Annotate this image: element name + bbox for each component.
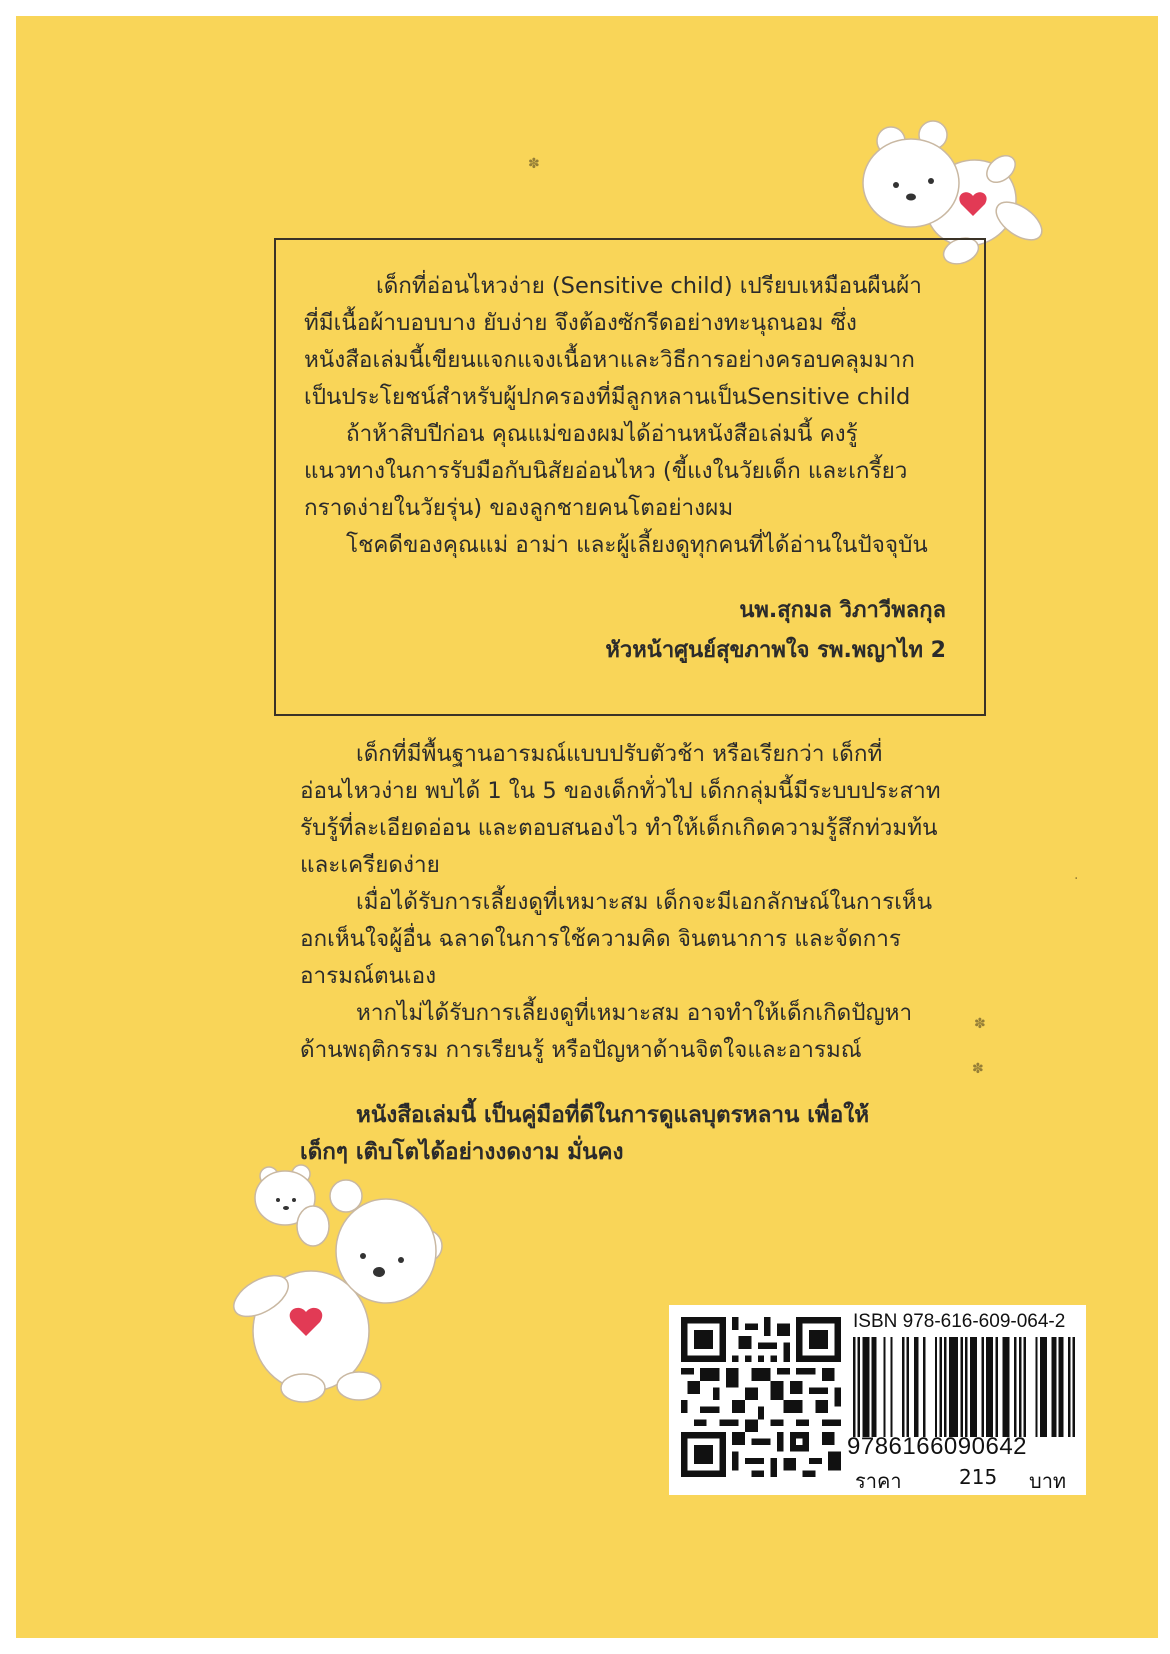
barcode-bar bbox=[986, 1337, 988, 1437]
barcode-digits: 9786166090642 bbox=[847, 1433, 1028, 1460]
barcode-bar bbox=[982, 1337, 984, 1437]
quote-line: ที่มีเนื้อผ้าบอบบาง ยับง่าย จึงต้องซักรีดอย่างทะนุถนอม ซึ่ง bbox=[304, 310, 857, 336]
barcode-bar bbox=[956, 1337, 958, 1437]
barcode-bar bbox=[1052, 1337, 1054, 1437]
quote-line: ถ้าห้าสิบปีก่อน คุณแม่ของผมได้อ่านหนังสือเล่มนี้ คงรู้ bbox=[346, 421, 858, 447]
quote-line: กราดง่ายในวัยรุ่น) ของลูกชายคนโตอย่างผม bbox=[304, 495, 734, 521]
barcode-bar bbox=[858, 1337, 860, 1437]
description-line: รับรู้ที่ละเอียดอ่อน และตอบสนองไว ทำให้เด็กเกิดความรู้สึกท่วมท้น bbox=[300, 815, 938, 841]
bear-illustration-bottom bbox=[221, 1156, 461, 1406]
description-line: อารมณ์ตนเอง bbox=[300, 963, 437, 989]
barcode-bar bbox=[1014, 1337, 1016, 1437]
description-line: อ่อนไหวง่าย พบได้ 1 ใน 5 ของเด็กทั่วไป เด็กกลุ่มนี้มีระบบประสาท bbox=[300, 778, 941, 804]
barcode-bar bbox=[1068, 1337, 1070, 1437]
barcode-bar bbox=[914, 1337, 916, 1437]
description-line: หากไม่ได้รับการเลี้ยงดูที่เหมาะสม อาจทำให้เด็กเกิดปัญหา bbox=[356, 1000, 913, 1026]
barcode-bar bbox=[965, 1337, 967, 1437]
barcode-bar bbox=[1061, 1337, 1063, 1437]
price-value: 215 bbox=[959, 1465, 998, 1489]
barcode-bar bbox=[953, 1337, 955, 1437]
barcode-bar bbox=[1003, 1337, 1005, 1437]
price-unit: บาท bbox=[1029, 1469, 1067, 1493]
price-label: ราคา bbox=[855, 1469, 902, 1493]
barcode-bar bbox=[949, 1337, 951, 1437]
barcode-bar bbox=[916, 1337, 918, 1437]
barcode-bar bbox=[972, 1337, 974, 1437]
barcode-bar bbox=[1024, 1337, 1026, 1437]
description-line: อกเห็นใจผู้อื่น ฉลาดในการใช้ความคิด จินตนาการ และจัดการ bbox=[300, 926, 901, 952]
quote-line: เด็กที่อ่อนไหวง่าย (Sensitive child) เปรียบเหมือนผืนผ้า bbox=[376, 273, 922, 299]
highlight-line: เด็กๆ เติบโตได้อย่างงดงาม มั่นคง bbox=[300, 1139, 624, 1165]
description-line: และเครียดง่าย bbox=[300, 852, 440, 878]
barcode-bar bbox=[989, 1337, 991, 1437]
barcode-bar bbox=[867, 1337, 869, 1437]
description-line: ด้านพฤติกรรม การเรียนรู้ หรือปัญหาด้านจิตใจและอารมณ์ bbox=[300, 1037, 862, 1063]
barcode-icon bbox=[853, 1337, 1075, 1437]
barcode-bar bbox=[939, 1337, 941, 1437]
barcode-bar bbox=[1007, 1337, 1009, 1437]
barcode-bar bbox=[1073, 1337, 1075, 1437]
quote-box bbox=[274, 238, 986, 716]
barcode-bar bbox=[1042, 1337, 1044, 1437]
barcode-bar bbox=[907, 1337, 909, 1437]
decorative-speck: ✽ bbox=[528, 156, 540, 172]
barcode-bar bbox=[890, 1337, 892, 1437]
quote-line: โชคดีของคุณแม่ อาม่า และผู้เลี้ยงดูทุกคนที่ได้อ่านในปัจจุบัน bbox=[346, 532, 928, 558]
barcode-bar bbox=[1054, 1337, 1056, 1437]
barcode-bar bbox=[935, 1337, 937, 1437]
barcode-bar bbox=[996, 1337, 998, 1437]
barcode-bar bbox=[872, 1337, 874, 1437]
barcode-bar bbox=[951, 1337, 953, 1437]
highlight-line: หนังสือเล่มนี้ เป็นคู่มือที่ดีในการดูแลบุตรหลาน เพื่อให้ bbox=[356, 1102, 870, 1128]
barcode-bar bbox=[902, 1337, 904, 1437]
qr-code-icon bbox=[681, 1317, 841, 1477]
barcode-bar bbox=[883, 1337, 885, 1437]
barcode-bar bbox=[1019, 1337, 1021, 1437]
description-line: เด็กที่มีพื้นฐานอารมณ์แบบปรับตัวช้า หรือเรียกว่า เด็กที่ bbox=[356, 741, 883, 767]
barcode-bar bbox=[1040, 1337, 1042, 1437]
signature-name: นพ.สุกมล วิภาวีพลกุล bbox=[739, 598, 946, 623]
barcode-bar bbox=[960, 1337, 962, 1437]
barcode-bar bbox=[865, 1337, 867, 1437]
barcode-bar bbox=[853, 1337, 855, 1437]
book-back-cover bbox=[16, 16, 1158, 1638]
decorative-speck: · bbox=[1074, 871, 1079, 887]
signature-title: หัวหน้าศูนย์สุขภาพใจ รพ.พญาไท 2 bbox=[605, 638, 946, 663]
barcode-bar bbox=[1045, 1337, 1047, 1437]
barcode-bar bbox=[862, 1337, 864, 1437]
barcode-bar bbox=[923, 1337, 925, 1437]
barcode-bar bbox=[970, 1337, 972, 1437]
barcode-bar bbox=[944, 1337, 946, 1437]
barcode-bar bbox=[1059, 1337, 1061, 1437]
decorative-speck: ✽ bbox=[972, 1061, 984, 1077]
barcode-bar bbox=[1035, 1337, 1037, 1437]
quote-line: แนวทางในการรับมือกับนิสัยอ่อนไหว (ขี้แงในวัยเด็ก และเกรี้ยว bbox=[304, 458, 908, 484]
quote-line: หนังสือเล่มนี้เขียนแจกแจงเนื้อหาและวิธีการอย่างครอบคลุมมาก bbox=[304, 347, 915, 373]
decorative-speck: ✽ bbox=[974, 1016, 986, 1032]
description-line: เมื่อได้รับการเลี้ยงดูที่เหมาะสม เด็กจะมีเอกลักษณ์ในการเห็น bbox=[356, 889, 933, 915]
barcode-bar bbox=[1005, 1337, 1007, 1437]
barcode-bar bbox=[975, 1337, 977, 1437]
barcode-bar bbox=[991, 1337, 993, 1437]
isbn-panel bbox=[669, 1305, 1086, 1495]
barcode-bar bbox=[874, 1337, 876, 1437]
quote-line: เป็นประโยชน์สำหรับผู้ปกครองที่มีลูกหลานเป็นSensitive child bbox=[304, 384, 911, 410]
isbn-label: ISBN 978-616-609-064-2 bbox=[853, 1311, 1066, 1332]
